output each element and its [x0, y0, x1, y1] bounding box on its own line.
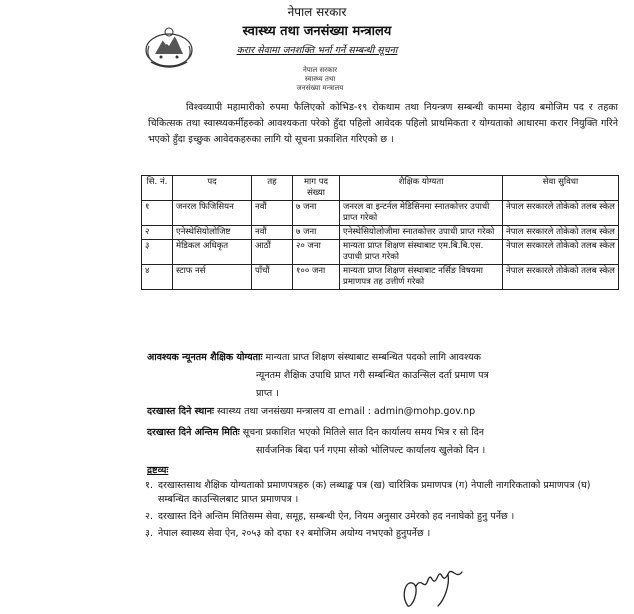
table-row [142, 226, 619, 240]
application-place-label: दरखास्त दिने स्थानः [147, 406, 214, 417]
deadline-text: सार्वजनिक बिदा पर्न गएमा सोको भोलिपल्ट कार्यालय खुलेको दिन । [256, 445, 486, 456]
requirement-text: न्यूनतम शैक्षिक उपाधि प्राप्त गरी सम्बन्धित काउन्सिल दर्ता प्रमाण पत्र [256, 370, 489, 381]
cell-post: स्टाफ नर्स [173, 265, 252, 290]
cell-serial: ४ [142, 265, 173, 290]
notes-list [145, 479, 620, 544]
col-grade: तह [252, 176, 293, 201]
government-name: नेपाल सरकार [287, 5, 347, 19]
col-demand: माग पद संख्या [293, 176, 340, 201]
list-item [145, 479, 620, 507]
cell-post: जनरल फिजिसियन [173, 201, 252, 226]
cell-post: मेडिकल अधिकृत [173, 240, 252, 265]
col-qualification: शैक्षिक योग्यता [340, 176, 503, 201]
stamp-line: जनसंख्या मन्त्रालय [296, 84, 344, 92]
cell-qualification: एनेस्थेसियोलोजीमा स्नातकोत्तर उपाधी प्राप्त गरेको [340, 226, 503, 240]
cell-facility: नेपाल सरकारले तोकेको तलब स्केल [503, 201, 619, 226]
cell-facility: नेपाल सरकारले तोकेको तलब स्केल [503, 226, 619, 240]
requirement-label: आवश्यक न्यूनतम शैक्षिक योग्यताः [147, 352, 263, 363]
stamp-line: स्वास्थ्य तथा [304, 75, 336, 83]
cell-post: एनेस्थेसियोलोजिष्ट [173, 226, 252, 240]
notes-title: द्रष्टव्यः [147, 465, 169, 476]
cell-qualification: मान्यता प्राप्त शिक्षण संस्थाबाट नर्सिङ विषयमा प्रमाणपत्र तह उत्तीर्ण गरेको [340, 265, 503, 290]
application-place [147, 403, 619, 421]
ministry-name: स्वास्थ्य तथा जनसंख्या मन्त्रालय [242, 24, 392, 39]
note-number: १. [145, 480, 153, 491]
note-number: २. [145, 511, 153, 522]
stamp-line: नेपाल सरकार [302, 66, 338, 74]
cell-facility: नेपाल सरकारले तोकेको तलब स्केल [503, 265, 619, 290]
list-item [145, 510, 620, 524]
cell-demand: ७ जना [293, 226, 340, 240]
minimum-qualification [147, 349, 617, 403]
requirement-text: प्राप्त । [256, 388, 279, 399]
cell-demand: २० जना [293, 240, 340, 265]
table-row [142, 240, 619, 265]
note-text: दरखास्त दिने अन्तिम मितिसम्म सेवा, समूह, सम्बन्धी ऐन, नियम अनुसार उमेरको हद ननाघेको हुनु पर्नेछ । [158, 511, 515, 522]
notice-title: करार सेवामा जनशक्ति भर्ना गर्ने सम्बन्धी सूचना [236, 45, 398, 56]
application-deadline [147, 424, 619, 460]
note-text: दरखास्तसाथ शैक्षिक योग्यताको प्रमाणपत्रहरु (क) लब्धाङ्क पत्र (ख) चारित्रिक प्रमाणपत्र (ग) नेपाली नागरिकताको प्रमाणपत्र (घ) सम्बन्धित काउन्सिलबाट प्राप्त प्रमाणपत्र । [158, 480, 591, 505]
application-place-text: स्वास्थ्य तथा जनसंख्या मन्त्रालय वा email : admin@mohp.gov.np [216, 406, 476, 417]
note-text: नेपाल स्वास्थ्य सेवा ऐन, २०५३ को दफा १२ बमोजिम अयोग्य नभएको हुनुपर्नेछ । [158, 528, 431, 539]
deadline-label: दरखास्त दिने अन्तिम मितिः [147, 427, 240, 438]
table-header-row [142, 176, 619, 201]
cell-qualification: जनरल वा इन्टर्नल मेडिसिनमा स्नातकोत्तर उपाधी प्राप्त गरेको [340, 201, 503, 226]
signature [398, 556, 474, 612]
cell-serial: १ [142, 201, 173, 226]
cell-serial: २ [142, 226, 173, 240]
cell-grade: नवौं [252, 226, 293, 240]
col-serial: सि. नं. [142, 176, 173, 201]
cell-grade: आठौं [252, 240, 293, 265]
table-row [142, 201, 619, 226]
list-item [145, 527, 620, 541]
cell-serial: ३ [142, 240, 173, 265]
cell-grade: पाँचौं [252, 265, 293, 290]
posts-table [141, 175, 619, 290]
intro-paragraph: विश्वव्यापी महामारीको रुपमा फैलिएको कोभिड-१९ रोकथाम तथा नियन्त्रण सम्बन्धी काममा देहाय बमोजिम पद र तहका चिकित्सक तथा स्वास्थ्यकर्मीहरुको आवश्यकता परेको हुँदा पहिलो आवेदक पहिलो प्राथमिकता र योग्यताको आधारमा करार नियुक्ति गरिने भएको हुँदा इच्छुक आवेदकहरुका लागि यो सूचना प्रकाशित गरिएको छ । [148, 102, 618, 145]
note-number: ३. [145, 528, 153, 539]
table-row [142, 265, 619, 290]
cell-demand: १०० जना [293, 265, 340, 290]
cell-qualification: मान्यता प्राप्त शिक्षण संस्थाबाट एम.बि.बि.एस. उपाधी प्राप्त गरेको [340, 240, 503, 265]
deadline-text: सूचना प्रकाशित भएको मितिले सात दिन कार्यालय समय भित्र र सो दिन [242, 427, 485, 438]
cell-grade: नवौं [252, 201, 293, 226]
cell-demand: ७ जना [293, 201, 340, 226]
col-facility: सेवा सुविधा [503, 176, 619, 201]
cell-facility: नेपाल सरकारले तोकेको तलब स्केल [503, 240, 619, 265]
requirement-text: मान्यता प्राप्त शिक्षण संस्थाबाट सम्बन्धित पदको लागि आवश्यक [265, 352, 481, 363]
col-post: पद [173, 176, 252, 201]
